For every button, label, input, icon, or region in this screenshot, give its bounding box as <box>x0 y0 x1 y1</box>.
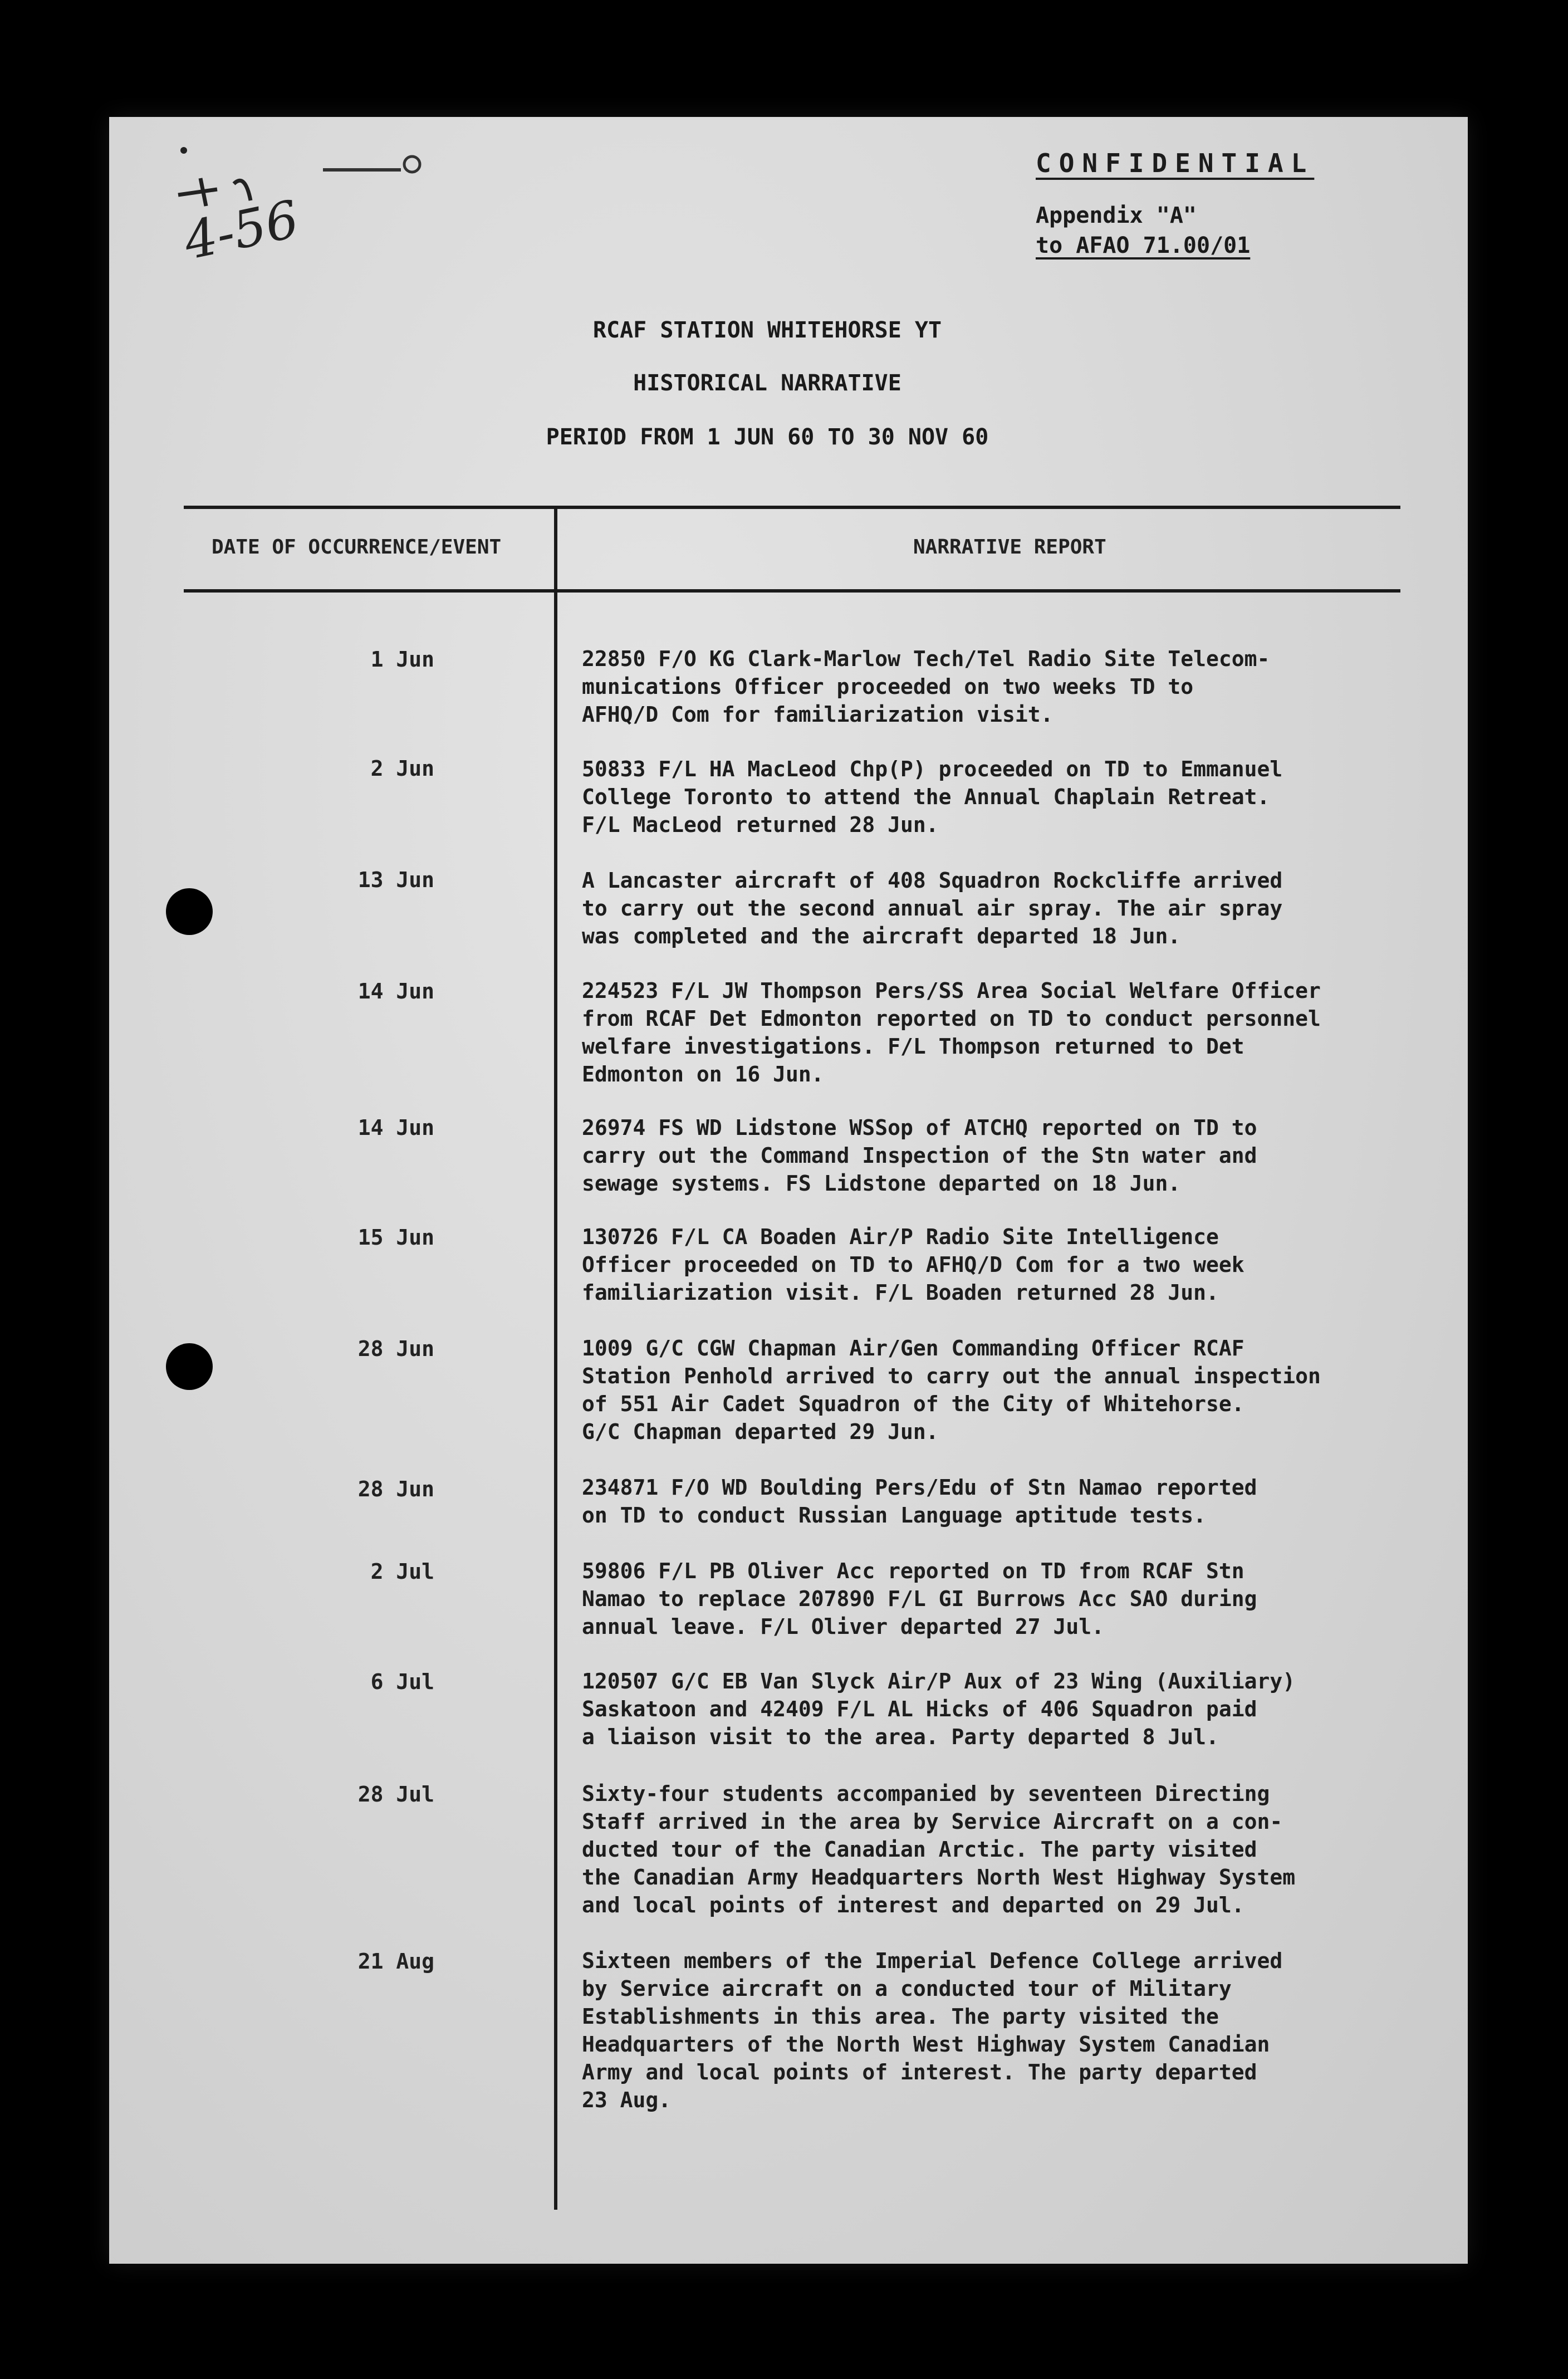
entry-date: 1 Jun <box>370 647 434 672</box>
entry-date: 13 Jun <box>357 868 434 892</box>
station-title: RCAF STATION WHITEHORSE YT <box>592 317 942 343</box>
entry-text: 234871 F/O WD Boulding Pers/Edu of Stn Namao reported on TD to conduct Russian Language aptitude tests. <box>582 1475 1257 1528</box>
entry-date: 2 Jun <box>370 756 434 781</box>
column-header-date: DATE OF OCCURRENCE/EVENT <box>212 536 502 559</box>
entry-text: 50833 F/L HA MacLeod Chp(P) proceeded on TD to Emmanuel College Toronto to attend the Annual Chaplain Retreat. F/L MacLeod returned 28 Jun. <box>582 757 1283 837</box>
entry-text: 22850 F/O KG Clark-Marlow Tech/Tel Radio Site Telecom- munications Officer proceeded on two weeks TD to AFHQ/D Com for familiarization visit. <box>582 647 1270 727</box>
entry-text: 224523 F/L JW Thompson Pers/SS Area Social Welfare Officer from RCAF Det Edmonton reported on TD to conduct personnel welfare investigations. F/L Thompson returned to Det Edmonton on 16 Jun. <box>582 978 1321 1086</box>
entry-text: Sixty-four students accompanied by seventeen Directing Staff arrived in the area by Service Aircraft on a con- ducted tour of the Canadian Arctic. The party visited the Canadian Army Headquarters North West Highway System and local points of interest and departed on 29 Jul. <box>582 1781 1296 1917</box>
entry-date: 6 Jul <box>370 1670 434 1694</box>
handwritten-note: 4-56 <box>179 189 304 272</box>
entry-date: 28 Jun <box>357 1337 434 1361</box>
appendix-line2: to AFAO 71.00/01 <box>1036 233 1251 258</box>
punch-hole <box>166 888 213 935</box>
entry-date: 21 Aug <box>357 1949 434 1974</box>
entry-text: 59806 F/L PB Oliver Acc reported on TD from RCAF Stn Namao to replace 207890 F/L GI Burrows Acc SAO during annual leave. F/L Oliver departed 27 Jul. <box>582 1559 1257 1639</box>
entry-text: Sixteen members of the Imperial Defence College arrived by Service aircraft on a conducted tour of Military Establishments in this area. The party visited the Headquarters of the North West Highway System Canadian Army and local points of interest. The party departed 23 Aug. <box>582 1949 1283 2112</box>
entry-date: 14 Jun <box>357 1115 434 1140</box>
entry-date: 14 Jun <box>357 979 434 1004</box>
table-column-divider <box>554 506 557 2210</box>
entry-date: 28 Jun <box>357 1477 434 1501</box>
table-header-rule <box>184 589 1400 593</box>
entry-text: 1009 G/C CGW Chapman Air/Gen Commanding Officer RCAF Station Penhold arrived to carry out the annual inspection of 551 Air Cadet Squadron of the City of Whitehorse. G/C Chapman departed 29 Jun. <box>582 1336 1321 1444</box>
entry-date: 28 Jul <box>357 1782 434 1807</box>
entry-text: A Lancaster aircraft of 408 Squadron Rockcliffe arrived to carry out the second annual air spray. The air spray was completed and the aircraft departed 18 Jun. <box>582 868 1283 948</box>
column-header-report: NARRATIVE REPORT <box>913 536 1106 559</box>
entry-text: 120507 G/C EB Van Slyck Air/P Aux of 23 Wing (Auxiliary) Saskatoon and 42409 F/L AL Hicks of 406 Squadron paid a liaison visit to the area. Party departed 8 Jul. <box>582 1669 1296 1749</box>
appendix-reference <box>1036 200 1250 261</box>
table-top-rule <box>184 506 1400 509</box>
punch-hole <box>166 1343 213 1390</box>
entry-date: 2 Jul <box>370 1559 434 1584</box>
period-title: PERIOD FROM 1 JUN 60 TO 30 NOV 60 <box>546 424 989 450</box>
entry-date: 15 Jun <box>357 1225 434 1250</box>
entry-text: 26974 FS WD Lidstone WSSop of ATCHQ reported on TD to carry out the Command Inspection of the Stn water and sewage systems. FS Lidstone departed on 18 Jun. <box>582 1115 1257 1196</box>
confidential-label: CONFIDENTIAL <box>1036 148 1315 178</box>
entry-text: 130726 F/L CA Boaden Air/P Radio Site Intelligence Officer proceeded on TD to AFHQ/D Com for a two week familiarization visit. F/L Boaden returned 28 Jun. <box>582 1225 1244 1305</box>
narrative-title: HISTORICAL NARRATIVE <box>633 370 901 396</box>
appendix-line1: Appendix "A" <box>1036 203 1197 228</box>
